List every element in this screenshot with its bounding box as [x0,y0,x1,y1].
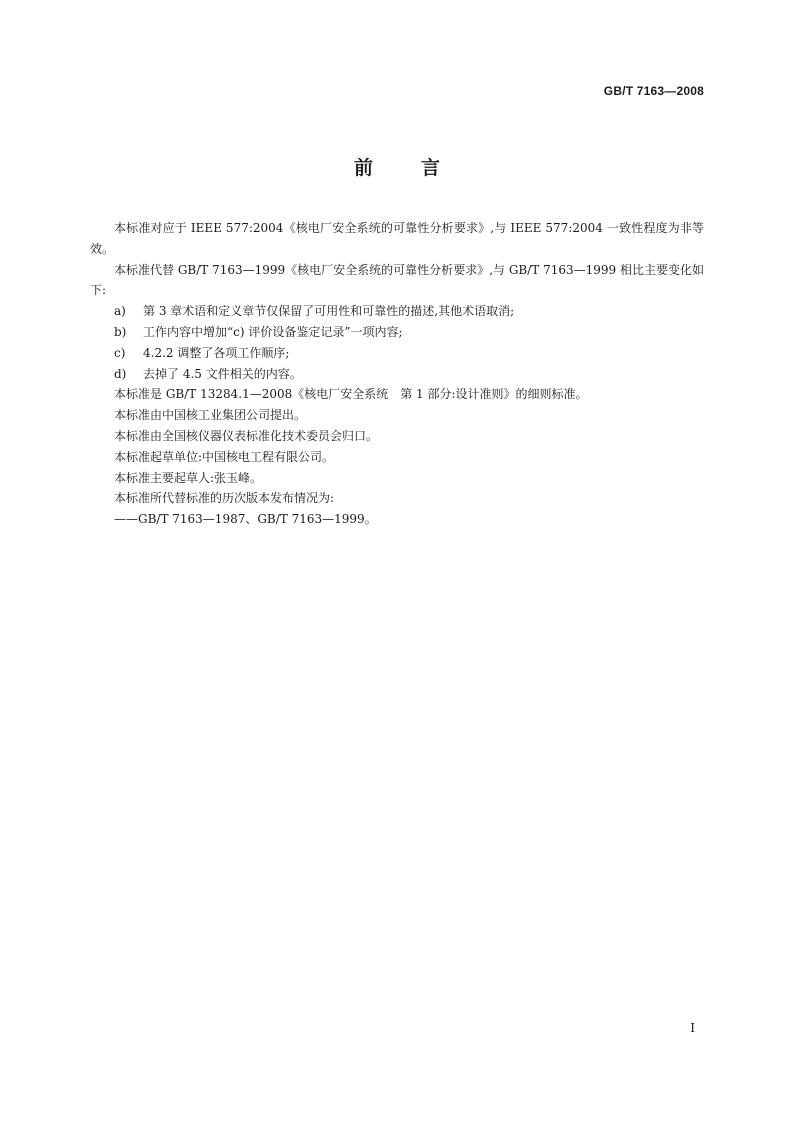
change-item-mark: c) [114,345,126,360]
paragraph-committee: 本标准由全国核仪器仪表标准化技术委员会归口。 [114,428,379,443]
standard-code: GB/T 7163—2008 [603,84,704,98]
paragraph-proposer: 本标准由中国核工业集团公司提出。 [114,408,307,423]
change-item-b [90,322,704,343]
change-item-d [90,364,704,385]
change-item-mark: a) [114,304,126,319]
foreword-body [90,218,704,530]
title-part-2: 言 [421,157,441,179]
paragraph-history-intro: 本标准所代替标准的历次版本发布情况为: [114,491,335,506]
change-item-a [90,301,704,322]
change-item-mark: d) [114,366,127,381]
paragraph-drafter: 本标准主要起草人:张玉峰。 [114,470,263,485]
paragraph-detail-standard: 本标准是 GB/T 13284.1—2008《核电厂安全系统 第 1 部分:设计准则》的细则标准。 [114,387,588,402]
paragraph-correspondence: 本标准对应于 IEEE 577:2004《核电厂安全系统的可靠性分析要求》,与 IEEE 577:2004 一致性程度为非等效。 [90,221,704,256]
change-item-text: 工作内容中增加“c) 评价设备鉴定记录”一项内容; [143,324,403,339]
paragraph-drafting-unit: 本标准起草单位:中国核电工程有限公司。 [114,449,335,464]
paragraph-history-list: ——GB/T 7163—1987、GB/T 7163—1999。 [114,512,377,527]
change-item-c [90,343,704,364]
paragraph-replacement: 本标准代替 GB/T 7163—1999《核电厂安全系统的可靠性分析要求》,与 GB/T 7163—1999 相比主要变化如下: [90,262,704,298]
page-title [0,153,794,180]
page-number: I [690,1021,695,1035]
change-item-text: 去掉了 4.5 文件相关的内容。 [143,366,302,381]
change-item-text: 第 3 章术语和定义章节仅保留了可用性和可靠性的描述,其他术语取消; [143,304,515,319]
change-item-text: 4.2.2 调整了各项工作顺序; [143,345,290,360]
title-part-1: 前 [353,157,373,179]
change-item-mark: b) [114,324,127,339]
